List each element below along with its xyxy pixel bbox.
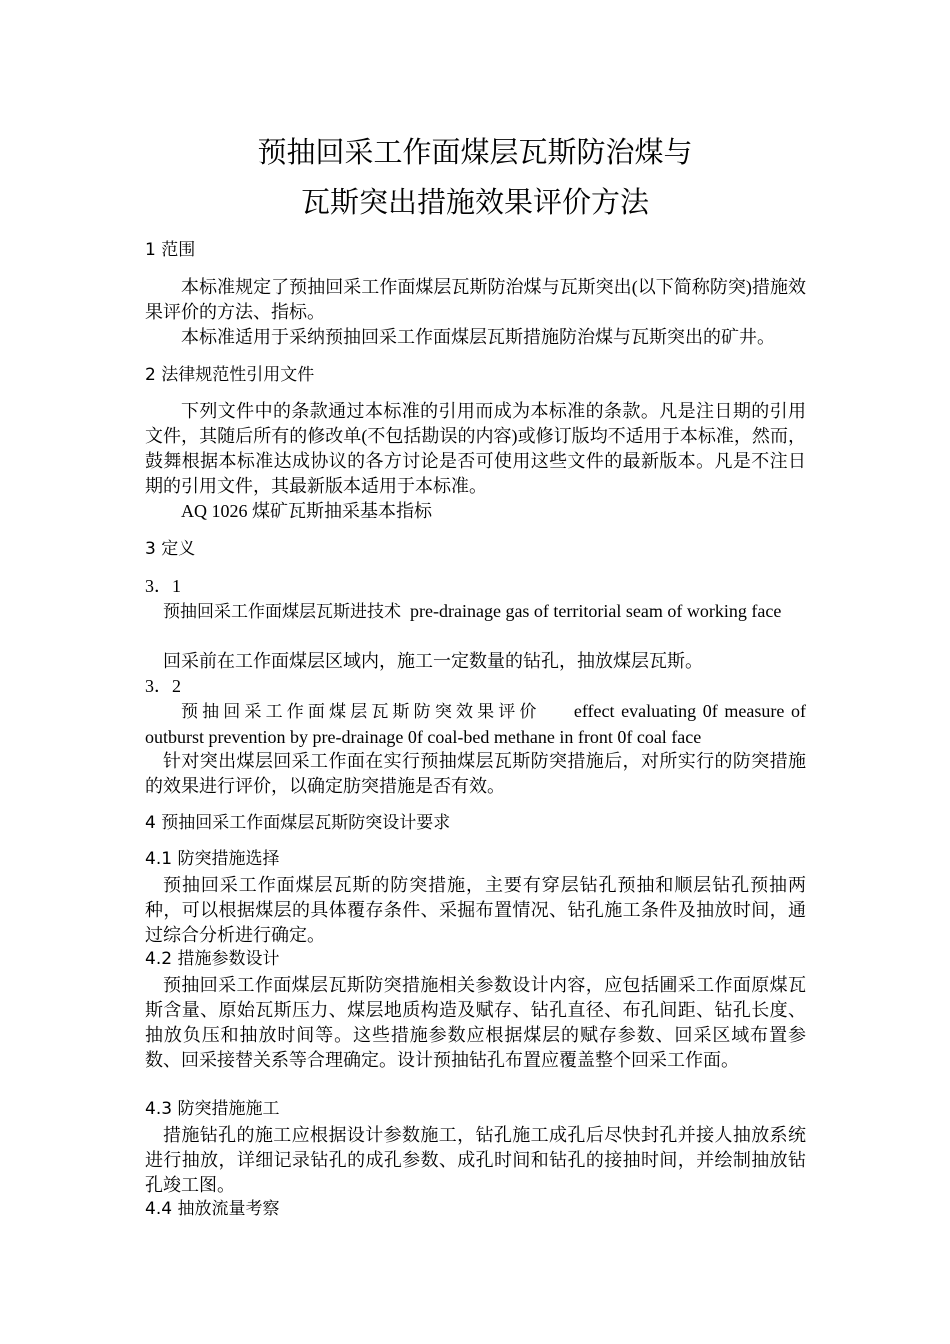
section-2-heading: 2 法律规范性引用文件 [145,365,315,385]
definition-3-1-term-en: pre-drainage gas of territorial seam of working face [410,601,782,621]
section-4-3-paragraph: 措施钻孔的施工应根据设计参数施工，钻孔施工成孔后尽快封孔并接人抽放系统进行抽放，详细记录钻孔的成孔参数、成孔时间和钻孔的接抽时间，并绘制抽放钻孔竣工图。 [145,1125,806,1195]
document-title-line-1: 预抽回采工作面煤层瓦斯防治煤与 [257,135,693,169]
section-4-4-heading: 4.4 抽放流量考察 [145,1199,280,1219]
definition-3-2-term [145,699,806,750]
section-4-1-paragraph: 预抽回采工作面煤层瓦斯的防突措施，主要有穿层钻孔预抽和顺层钻孔预抽两种，可以根据煤层的具体覆存条件、采掘布置情况、钻孔施工条件及抽放时间，通过综合分析进行确定。 [145,875,806,945]
definition-3-2-term-en: effect evaluating 0f measure of outburst prevention by pre-drainage 0f coal-bed methane in front 0f coal face [145,701,807,747]
section-4-1-heading: 4.1 防突措施选择 [145,849,280,869]
section-2-reference: AQ 1026 煤矿瓦斯抽采基本指标 [181,501,432,521]
section-4-3-heading: 4.3 防突措施施工 [145,1099,280,1119]
section-4-2-paragraph: 预抽回采工作面煤层瓦斯防突措施相关参数设计内容，应包括圃采工作面原煤瓦斯含量、原始瓦斯压力、煤层地质构造及赋存、钻孔直径、布孔间距、钻孔长度、抽放负压和抽放时间等。这些措施参数应根据煤层的赋存参数、回采区域布置参数、回采接替关系等合理确定。设计预抽钻孔布置应覆盖整个回采工作面。 [145,975,806,1070]
definition-3-1-text: 回采前在工作面煤层区域内，施工一定数量的钻孔，抽放煤层瓦斯。 [163,651,703,671]
section-1-paragraph-1: 本标准规定了预抽回采工作面煤层瓦斯防治煤与瓦斯突出(以下简称防突)措施效果评价的方法、指标。 [145,277,806,322]
section-4-heading: 4 预抽回采工作面煤层瓦斯防突设计要求 [145,813,451,833]
definition-3-2-number: 3．2 [145,676,181,696]
section-3-heading: 3 定义 [145,539,196,559]
document-title-line-2: 瓦斯突出措施效果评价方法 [300,185,649,219]
definition-3-2-term-cn: 预抽回采工作面煤层瓦斯防突效果评价 [181,702,541,722]
definition-3-1-term [145,599,806,625]
section-1-heading: 1 范围 [145,240,196,260]
definition-3-2-text: 针对突出煤层回采工作面在实行预抽煤层瓦斯防突措施后，对所实行的防突措施的效果进行评价，以确定肪突措施是否有效。 [145,751,806,796]
definition-3-1-term-cn: 预抽回采工作面煤层瓦斯进技术 [163,602,401,622]
section-4-2-heading: 4.2 措施参数设计 [145,949,280,969]
section-2-paragraph: 下列文件中的条款通过本标准的引用而成为本标准的条款。凡是注日期的引用文件，其随后所有的修改单(不包括勘误的内容)或修订版均不适用于本标准，然而，鼓舞根据本标准达成协议的各方讨论是否可使用这些文件的最新版本。凡是不注日期的引用文件，其最新版本适用于本标准。 [145,401,806,496]
section-1-paragraph-2: 本标准适用于采纳预抽回采工作面煤层瓦斯措施防治煤与瓦斯突出的矿井。 [181,327,775,347]
definition-3-1-number: 3．1 [145,576,181,596]
